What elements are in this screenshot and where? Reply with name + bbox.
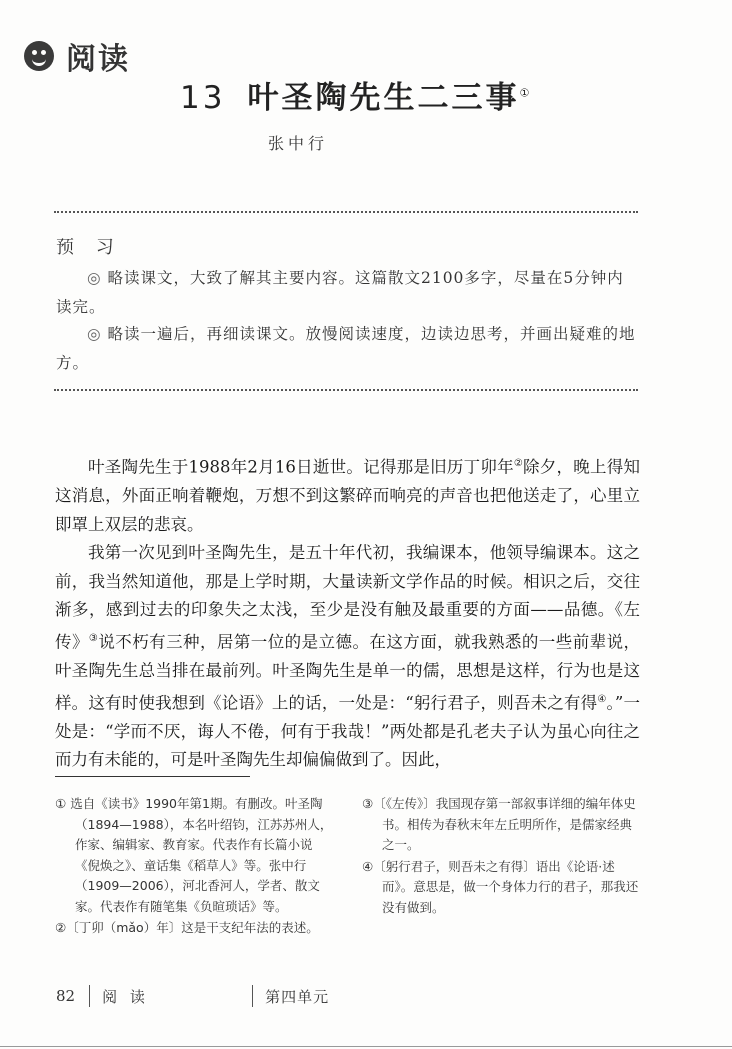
section-header: [24, 34, 130, 78]
lesson-number: 13: [180, 80, 226, 116]
preview-item-2: [56, 320, 636, 378]
footnote-1: ① 选自《读书》1990年第1期。有删改。叶圣陶（1894—1988），本名叶绍钧，江苏苏州人，作家、编辑家、教育家。代表作有长篇小说《倪焕之》、童话集《稻草人》等。张中行（1909—2006），河北香河人，学者、散文家。代表作有随笔集《负暄琐话》等。: [55, 796, 333, 914]
bullet-icon: ◎: [87, 269, 102, 287]
footnote-2: ②〔丁卯（mǎo）年〕这是干支纪年法的表述。: [55, 920, 319, 935]
footnotes-right: [362, 794, 640, 919]
footnote-marker: ③: [88, 633, 99, 645]
footer-divider: [252, 985, 253, 1007]
paragraph-2: 我第一次见到叶圣陶先生，是五十年代初，我编课本，他领导编课本。这之前，我当然知道他，那是上学时期，大量读新文学作品的时候。相识之后，交往渐多，感到过去的印象失之太浅，至少是没有触及最重要的方面——品德。《左传》③说不朽有三种，居第一位的是立德。在这方面，就我熟悉的一些前辈说，叶圣陶先生总当排在最前列。叶圣陶先生是单一的儒，思想是这样，行为也是这样。这有时使我想到《论语》上的话，一处是：“躬行君子，则吾未之有得④。”一处是：“学而不厌，诲人不倦，何有于我哉！”两处都是孔老夫子认为虽心向往之而力有未能的，可是叶圣陶先生却偏偏做到了。因此，: [55, 543, 641, 770]
bottom-edge: [0, 1046, 732, 1047]
footer-divider: [89, 985, 90, 1007]
bullet-icon: ◎: [87, 325, 102, 343]
footer-section: 阅 读: [102, 987, 149, 1006]
author: 张中行: [268, 134, 329, 153]
lesson-title: [180, 72, 532, 117]
dotted-divider-top: [54, 211, 638, 213]
dotted-divider-bottom: [54, 389, 638, 391]
lesson-title-text: 叶圣陶先生二三事: [247, 80, 520, 116]
page-number: 82: [56, 987, 76, 1005]
paragraph-1: 叶圣陶先生于1988年2月16日逝世。记得那是旧历丁卯年②除夕，晚上得知这消息，外面正响着鞭炮，万想不到这繁碎而响亮的声音也把他送走了，心里立即罩上双层的悲哀。: [55, 457, 641, 534]
preview-item-text: 略读课文，大致了解其主要内容。这篇散文2100多字，尽量在5分钟内读完。: [56, 269, 624, 316]
article-body: [55, 450, 640, 775]
page-footer: [56, 985, 329, 1007]
preview-item-text: 略读一遍后，再细读课文。放慢阅读速度，边读边思考，并画出疑难的地方。: [56, 325, 636, 372]
footnote-rule: [55, 776, 250, 777]
preview-item-1: [56, 264, 636, 322]
footnotes-left: [55, 794, 333, 940]
footnote-marker: ②: [513, 458, 524, 469]
preview-title: 预 习: [56, 237, 122, 258]
smiley-face-icon: [24, 41, 54, 71]
section-title: 阅读: [66, 42, 130, 77]
footnote-4: ④〔躬行君子，则吾未之有得〕语出《论语·述而》。意思是，做一个身体力行的君子，那我还没有做到。: [362, 858, 639, 915]
title-footnote-marker: ①: [519, 86, 533, 100]
footnote-marker: ④: [597, 693, 607, 705]
footer-unit: 第四单元: [265, 987, 330, 1006]
footnote-3: ③〔《左传》〕我国现存第一部叙事详细的编年体史书。相传为春秋末年左丘明所作，是儒家经典之一。: [362, 796, 636, 852]
